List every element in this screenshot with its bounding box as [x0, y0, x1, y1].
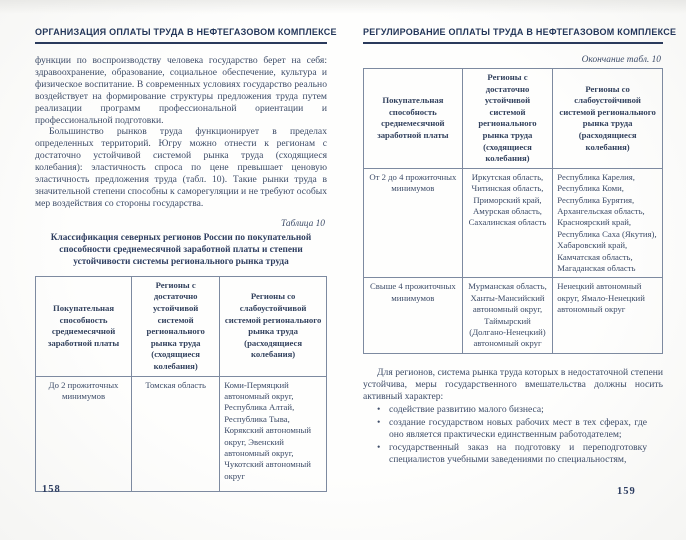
- col-header-stable-regions: Регионы с достаточно устойчивой системой регионального рынка труда (сходящиеся колебания): [132, 276, 220, 376]
- table-row: [364, 168, 663, 278]
- table-row: [36, 376, 327, 491]
- left-body-text: [35, 55, 327, 210]
- left-running-head: ОРГАНИЗАЦИЯ ОПЛАТЫ ТРУДА В НЕФТЕГАЗОВОМ КОМПЛЕКСЕ: [35, 27, 327, 44]
- right-body-text: [363, 367, 663, 403]
- list-item-text: государственный заказ на подготовку и переподготовку специалистов учебными заведениями по специальностям,: [389, 441, 647, 465]
- list-item-text: создание государством новых рабочих мест в тех сферах, где оно является практически единственным работодателем;: [389, 416, 647, 440]
- page-number-left: 158: [42, 484, 61, 495]
- classification-table-right: [363, 68, 663, 354]
- table-header-row: [36, 276, 327, 376]
- page-number-right: 159: [617, 486, 636, 497]
- list-item: [375, 404, 647, 416]
- table-row: [364, 278, 663, 353]
- measures-list: [375, 404, 647, 466]
- list-item: [375, 442, 647, 466]
- cell-unstable-regions: Коми-Пермяцкий автономный округ, Республика Алтай, Республика Тыва, Корякский автономный округ, Эвенский автономный округ, Чукотский автономный округ: [220, 376, 327, 491]
- paragraph: функции по воспроизводству человека государство берет на себя: здравоохранение, образование, социальное обеспечение, культура и физическое воспитание. В современных условиях государство реально воздействует на формирование структуры предложения труда путем реализации программ профессиональной ориентации и профессиональной подготовки.: [35, 55, 327, 126]
- cell-minimum-range: До 2 прожиточных минимумов: [36, 376, 132, 491]
- list-item-text: содействие развитию малого бизнеса;: [389, 403, 544, 415]
- table-header-row: [364, 69, 663, 169]
- bullet-icon: •: [377, 441, 381, 453]
- cell-minimum-range: От 2 до 4 прожиточных минимумов: [364, 168, 463, 278]
- table-title: Классификация северных регионов России по покупательной способности среднемесячной заработной платы и степени устойчивости системы регионального рынка труда: [50, 232, 312, 267]
- cell-stable-regions: Томская область: [132, 376, 220, 491]
- cell-minimum-range: Свыше 4 прожиточных минимумов: [364, 278, 463, 353]
- cell-unstable-regions: Ненецкий автономный округ, Ямало-Ненецкий автономный округ: [553, 278, 663, 353]
- cell-stable-regions: Иркутская область, Читинская область, Приморский край, Амурская область, Сахалинская область: [462, 168, 553, 278]
- col-header-unstable-regions: Регионы со слабоустойчивой системой регионального рынка труда (расходящиеся колебания): [220, 276, 327, 376]
- col-header-stable-regions: Регионы с достаточно устойчивой системой регионального рынка труда (сходящиеся колебания): [462, 69, 553, 169]
- bullet-icon: •: [377, 416, 381, 428]
- col-header-purchasing-power: Покупательная способность среднемесячной заработной платы: [364, 69, 463, 169]
- right-running-head: РЕГУЛИРОВАНИЕ ОПЛАТЫ ТРУДА В НЕФТЕГАЗОВОМ КОМПЛЕКСЕ: [363, 27, 663, 44]
- table-caption: Таблица 10: [280, 218, 325, 229]
- cell-stable-regions: Мурманская область, Ханты-Мансийский автономный округ, Таймырский (Долгано-Ненецкий) автономный округ: [462, 278, 553, 353]
- classification-table-left: [35, 276, 327, 492]
- list-item: [375, 417, 647, 441]
- col-header-unstable-regions: Регионы со слабоустойчивой системой регионального рынка труда (расходящиеся колебания): [553, 69, 663, 169]
- left-page: [35, 27, 337, 492]
- paragraph: Большинство рынков труда функционирует в пределах определенных территорий. Югру можно отнести к регионам с достаточно устойчивой системой рынка труда (сходящиеся колебания): эластичность спроса по цене превышает ценовую эластичность предложения труда (табл. 10). Такие рынки труда в значительной степени способны к саморегуляции и не требуют особых мер воздействия со стороны государства.: [35, 126, 327, 209]
- right-page: [363, 27, 677, 467]
- table-continuation-caption: Окончание табл. 10: [581, 55, 661, 65]
- cell-unstable-regions: Республика Карелия, Республика Коми, Республика Бурятия, Архангельская область, Красноярский край, Республика Саха (Якутия), Хабаровский край, Камчатская область, Магаданская область: [553, 168, 663, 278]
- col-header-purchasing-power: Покупательная способность среднемесячной заработной платы: [36, 276, 132, 376]
- paragraph: Для регионов, система рынка труда которых в недостаточной степени устойчива, меры государственного вмешательства должны носить активный характер:: [363, 366, 663, 402]
- bullet-icon: •: [377, 403, 381, 415]
